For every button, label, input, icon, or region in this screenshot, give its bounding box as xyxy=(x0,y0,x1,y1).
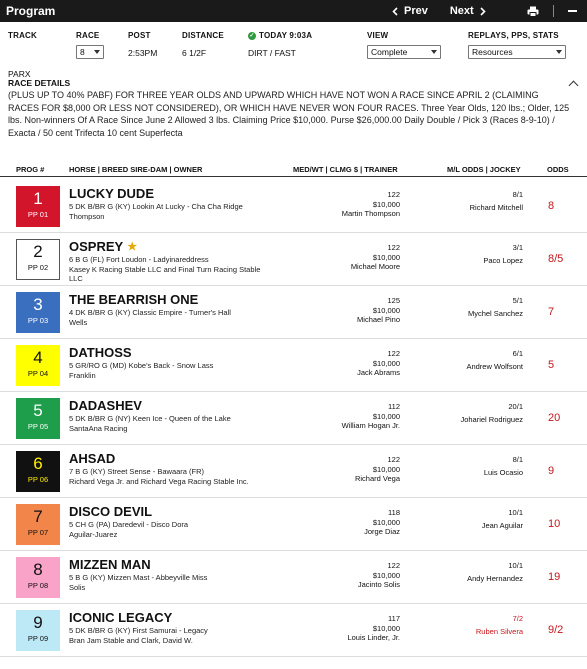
live-odds: 10 xyxy=(548,518,561,530)
ml-odds-info xyxy=(460,402,523,424)
med-weight-info xyxy=(347,614,400,643)
jockey: Ruben Silvera xyxy=(475,626,523,636)
print-icon[interactable] xyxy=(527,6,539,17)
distance-value: 6 1/2F xyxy=(182,48,207,58)
med-weight-info xyxy=(342,402,400,431)
med-weight-info xyxy=(357,349,400,378)
owner: Kasey K Racing Stable LLC and Final Turn Racing Stable LLC xyxy=(69,264,261,283)
jockey: Luis Ocasio xyxy=(483,467,523,477)
race-select-value: 8 xyxy=(80,47,85,57)
claiming-price: $10,000 xyxy=(372,623,400,633)
race-navigation xyxy=(392,0,486,22)
chevron-down-icon xyxy=(431,50,437,54)
view-select-value: Complete xyxy=(371,47,408,57)
claiming-price: $10,000 xyxy=(372,570,400,580)
entries-table-header xyxy=(0,161,587,177)
header-tools xyxy=(527,0,577,22)
col-med: MED/WT | CLMG $ | TRAINER xyxy=(293,165,398,174)
live-odds: 9/2 xyxy=(548,624,564,636)
horse-name-wrap xyxy=(69,610,269,626)
table-row[interactable] xyxy=(0,604,587,657)
col-ml-odds: M/L ODDS | JOCKEY xyxy=(447,165,521,174)
table-row[interactable] xyxy=(0,392,587,445)
post-position: PP 04 xyxy=(27,369,49,378)
claiming-price: $10,000 xyxy=(372,411,400,421)
breed-sire-dam: 5 CH G (PA) Daredevil - Disco Dora xyxy=(69,520,189,529)
chevron-down-icon xyxy=(94,50,100,54)
horse-name-wrap xyxy=(69,398,269,414)
owner: SantaAna Racing xyxy=(69,423,128,433)
horse-name[interactable]: DATHOSS xyxy=(69,345,132,360)
ml-odds-info xyxy=(470,190,523,212)
program-number: 1 xyxy=(33,189,43,208)
ml-odds-info xyxy=(467,561,523,583)
program-number: 9 xyxy=(33,613,43,632)
horse-name[interactable]: MIZZEN MAN xyxy=(69,557,151,572)
live-odds: 5 xyxy=(548,359,555,371)
horse-info xyxy=(69,451,269,486)
med-weight-info xyxy=(364,508,400,537)
weight: 122 xyxy=(387,455,400,464)
morning-line-odds: 5/1 xyxy=(512,296,523,305)
horse-info xyxy=(69,610,269,645)
chevron-down-icon xyxy=(556,50,562,54)
page-title: Program xyxy=(6,4,56,18)
program-number: 2 xyxy=(33,242,43,261)
owner: Bran Jam Stable and Clark, David W. xyxy=(69,635,193,645)
horse-info xyxy=(69,186,269,221)
horse-name[interactable]: AHSAD xyxy=(69,451,116,466)
table-row[interactable] xyxy=(0,498,587,551)
jockey: Paco Lopez xyxy=(483,255,523,265)
live-odds: 19 xyxy=(548,571,561,583)
track-value: PARX xyxy=(8,69,31,79)
live-odds: 7 xyxy=(548,306,555,318)
weight: 125 xyxy=(387,296,400,305)
breed-sire-dam: 5 GR/RO G (MD) Kobe's Back - Snow Lass xyxy=(69,361,214,370)
horse-name[interactable]: DADASHEV xyxy=(69,398,142,413)
today-label: TODAY 9:03A xyxy=(259,31,313,40)
horse-name-wrap xyxy=(69,292,269,308)
minimize-icon[interactable] xyxy=(568,10,577,12)
morning-line-odds: 20/1 xyxy=(508,402,523,411)
trainer: Michael Pino xyxy=(357,315,400,324)
col-prog: PROG # xyxy=(16,165,45,174)
program-number: 5 xyxy=(33,401,43,420)
breed-sire-dam: 5 B G (KY) Mizzen Mast - Abbeyville Miss xyxy=(69,573,208,582)
ml-odds-info xyxy=(483,243,523,265)
program-number-badge xyxy=(16,504,60,545)
live-odds: 9 xyxy=(548,465,555,477)
breed-sire-dam: 5 DK B/BR G (KY) Lookin At Lucky - Cha Cha Ridge xyxy=(69,202,243,211)
resources-select-value: Resources xyxy=(472,47,513,57)
star-icon: ★ xyxy=(127,241,138,253)
med-weight-info xyxy=(358,561,400,590)
ml-odds-info xyxy=(466,349,523,371)
trainer: William Hogan Jr. xyxy=(341,421,400,430)
distance-label: DISTANCE xyxy=(182,31,224,40)
claiming-price: $10,000 xyxy=(372,305,400,315)
post-position: PP 02 xyxy=(27,263,49,272)
chevron-right-icon xyxy=(480,7,486,16)
program-number-badge xyxy=(16,398,60,439)
owner: Franklin xyxy=(69,370,96,380)
surface-value: DIRT / FAST xyxy=(248,48,296,58)
claiming-price: $10,000 xyxy=(372,358,400,368)
post-value: 2:53PM xyxy=(128,48,158,58)
program-number: 7 xyxy=(33,507,43,526)
resources-select[interactable] xyxy=(468,45,566,59)
table-row[interactable] xyxy=(0,339,587,392)
ml-odds-info xyxy=(482,508,523,530)
horse-name[interactable]: LUCKY DUDE xyxy=(69,186,154,201)
view-label: VIEW xyxy=(367,31,389,40)
horse-name-wrap xyxy=(69,451,269,467)
race-select[interactable] xyxy=(76,45,104,59)
morning-line-odds: 8/1 xyxy=(512,455,523,464)
horse-info xyxy=(69,557,269,592)
ml-odds-info xyxy=(476,614,523,636)
owner: Thompson xyxy=(69,211,105,221)
race-details xyxy=(0,78,587,139)
horse-name[interactable]: OSPREY xyxy=(69,239,124,254)
owner: Wells xyxy=(69,317,88,327)
jockey: Andy Hernandez xyxy=(467,573,523,583)
post-position: PP 06 xyxy=(27,475,49,484)
track-label: TRACK xyxy=(8,31,37,40)
weight: 118 xyxy=(388,508,400,517)
race-info xyxy=(0,22,587,79)
weight: 117 xyxy=(388,614,400,623)
morning-line-odds: 7/2 xyxy=(512,614,523,623)
race-details-text: (PLUS UP TO 40% PABF) FOR THREE YEAR OLDS AND UPWARD WHICH HAVE NOT WON A RACE SINCE APRIL 2 (CLAIMING RACES FOR $8,000 OR LESS NOT CONSIDERED), OR WHICH HAVE NEVER WON FOUR RACES. Three Year Olds, 120 lbs.; Older, 125 lbs. Non-winners Of A Race Since June 2 Allowed 3 lbs. Claiming Price $10,000. Purse $26,000.00 Daily Double / Pick 3 (Races 8-9-10) / Exacta / 50 cent Trifecta 10 cent Superfecta xyxy=(8,90,570,138)
ml-odds-info xyxy=(468,296,523,318)
breed-sire-dam: 4 DK B/BR G (KY) Classic Empire - Turner's Hall xyxy=(69,308,231,317)
weight: 122 xyxy=(387,190,400,199)
breed-sire-dam: 6 B G (FL) Fort Loudon - Ladyinareddress xyxy=(69,255,209,264)
claiming-price: $10,000 xyxy=(372,199,400,209)
weight: 122 xyxy=(387,243,400,252)
claiming-price: $10,000 xyxy=(372,252,400,262)
program-number: 6 xyxy=(33,454,43,473)
table-row[interactable] xyxy=(0,551,587,604)
breed-sire-dam: 5 DK B/BR G (KY) First Samurai - Legacy xyxy=(69,626,208,635)
owner: Aguilar-Juarez xyxy=(69,529,118,539)
morning-line-odds: 3/1 xyxy=(512,243,523,252)
next-button[interactable] xyxy=(450,5,486,17)
morning-line-odds: 6/1 xyxy=(512,349,523,358)
weight: 112 xyxy=(388,402,400,411)
horse-info xyxy=(69,398,269,433)
breed-sire-dam: 5 DK B/BR G (NY) Keen Ice - Queen of the Lake xyxy=(69,414,231,423)
horse-name[interactable]: ICONIC LEGACY xyxy=(69,610,173,625)
program-number: 4 xyxy=(33,348,43,367)
check-circle-icon: ✓ xyxy=(249,32,255,39)
owner: Solis xyxy=(69,582,86,592)
program-number-badge xyxy=(16,610,60,651)
program-number-badge xyxy=(16,345,60,386)
col-horse: HORSE | BREED SIRE-DAM | OWNER xyxy=(69,165,203,174)
prev-label: Prev xyxy=(404,5,428,17)
post-label: POST xyxy=(128,31,151,40)
program-number-badge xyxy=(16,451,60,492)
tools-divider xyxy=(553,5,554,17)
table-row[interactable] xyxy=(0,233,587,286)
horse-name[interactable]: THE BEARRISH ONE xyxy=(69,292,199,307)
horse-name-wrap xyxy=(69,504,269,520)
trainer: Jacinto Solis xyxy=(357,580,400,589)
table-row[interactable] xyxy=(0,445,587,498)
program-header xyxy=(0,0,587,22)
weight: 122 xyxy=(387,561,400,570)
table-row[interactable] xyxy=(0,180,587,233)
med-weight-info xyxy=(355,455,400,484)
today-status xyxy=(248,31,312,40)
program-number-badge xyxy=(16,292,60,333)
trainer: Jorge Diaz xyxy=(364,527,400,536)
view-select[interactable] xyxy=(367,45,441,59)
program-number-badge xyxy=(16,186,60,227)
program-number-badge xyxy=(16,557,60,598)
trainer: Richard Vega xyxy=(354,474,400,483)
weight: 122 xyxy=(387,349,400,358)
morning-line-odds: 8/1 xyxy=(512,190,523,199)
chevron-left-icon xyxy=(392,7,398,16)
race-details-label: RACE DETAILS xyxy=(8,78,71,88)
horse-name-wrap xyxy=(69,239,269,255)
jockey: Jean Aguilar xyxy=(481,520,523,530)
live-odds: 20 xyxy=(548,412,561,424)
horse-info xyxy=(69,345,269,380)
horse-name-wrap xyxy=(69,186,269,202)
med-weight-info xyxy=(351,243,400,272)
prev-button[interactable] xyxy=(392,5,428,17)
morning-line-odds: 10/1 xyxy=(508,561,523,570)
replays-label: REPLAYS, PPS, STATS xyxy=(468,31,559,40)
post-position: PP 01 xyxy=(27,210,49,219)
live-odds: 8/5 xyxy=(548,253,564,265)
trainer: Michael Moore xyxy=(350,262,400,271)
horse-name-wrap xyxy=(69,345,269,361)
med-weight-info xyxy=(342,190,400,219)
claiming-price: $10,000 xyxy=(372,517,400,527)
horse-info xyxy=(69,504,269,539)
live-odds: 8 xyxy=(548,200,555,212)
post-position: PP 09 xyxy=(27,634,49,643)
post-position: PP 03 xyxy=(27,316,49,325)
jockey: Andrew Wolfsont xyxy=(466,361,523,371)
program-number: 8 xyxy=(33,560,43,579)
post-position: PP 08 xyxy=(27,581,49,590)
program-number-badge xyxy=(16,239,60,280)
ml-odds-info xyxy=(484,455,523,477)
next-label: Next xyxy=(449,5,474,17)
entries-table-body xyxy=(0,180,587,657)
post-position: PP 07 xyxy=(27,528,49,537)
jockey: Mychel Sanchez xyxy=(467,308,523,318)
breed-sire-dam: 7 B G (KY) Street Sense - Bawaara (FR) xyxy=(69,467,205,476)
table-row[interactable] xyxy=(0,286,587,339)
jockey: Johariel Rodriguez xyxy=(460,414,523,424)
horse-info xyxy=(69,239,269,284)
race-label: RACE xyxy=(76,31,100,40)
horse-name[interactable]: DISCO DEVIL xyxy=(69,504,153,519)
col-odds: ODDS xyxy=(547,165,569,174)
trainer: Jack Abrams xyxy=(357,368,400,377)
program-number: 3 xyxy=(33,295,43,314)
horse-info xyxy=(69,292,269,327)
med-weight-info xyxy=(357,296,400,325)
claiming-price: $10,000 xyxy=(372,464,400,474)
jockey: Richard Mitchell xyxy=(469,202,523,212)
post-position: PP 05 xyxy=(27,422,49,431)
owner: Richard Vega Jr. and Richard Vega Racing Stable Inc. xyxy=(69,476,249,486)
trainer: Louis Linder, Jr. xyxy=(347,633,400,642)
trainer: Martin Thompson xyxy=(341,209,400,218)
morning-line-odds: 10/1 xyxy=(508,508,523,517)
horse-name-wrap xyxy=(69,557,269,573)
